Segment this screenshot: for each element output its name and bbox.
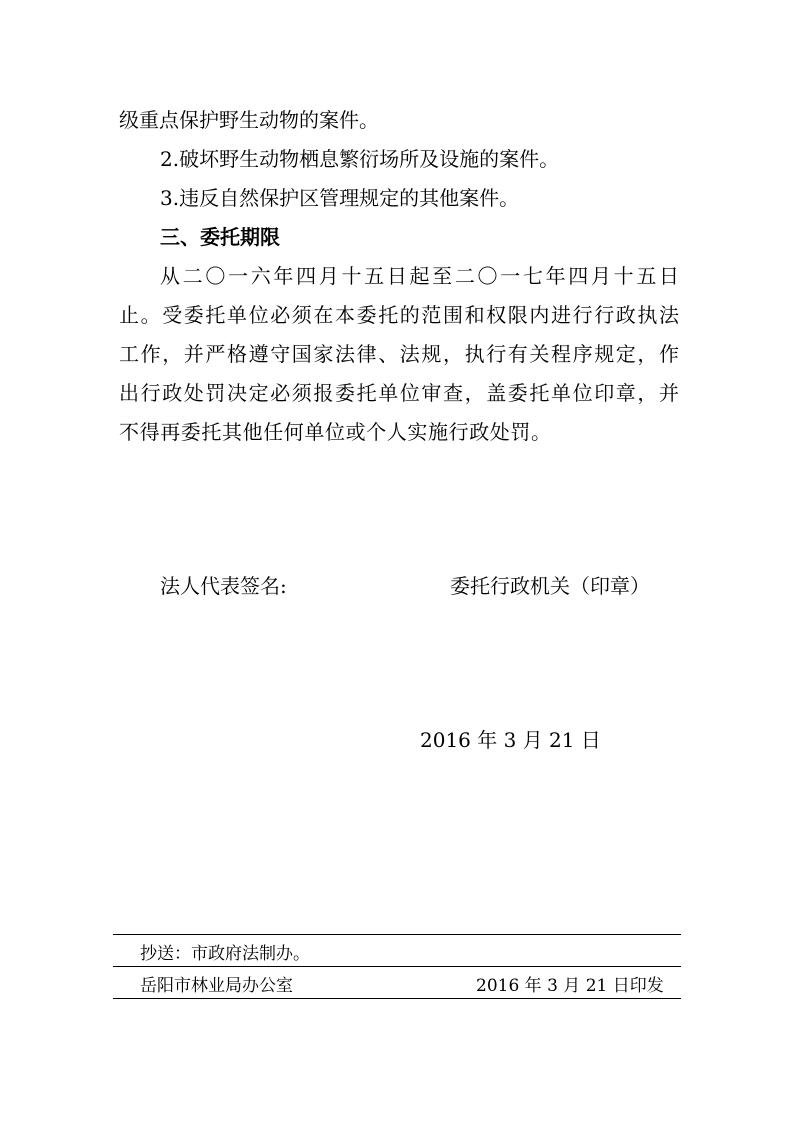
paragraph-line-3: 工作，并严格遵守国家法律、法规，执行有关程序规定，作 [119, 342, 679, 366]
list-item-3: 3.违反自然保护区管理规定的其他案件。 [160, 186, 520, 210]
legal-rep-signature-label: 法人代表签名: [160, 574, 287, 598]
paragraph-line-4: 出行政处罚决定必须报委托单位审查，盖委托单位印章，并 [119, 381, 679, 405]
agency-seal-label: 委托行政机关（印章） [450, 574, 650, 598]
issue-date: 2016 年 3 月 21 日印发 [476, 976, 664, 996]
paragraph-line-5: 不得再委托其他任何单位或个人实施行政处罚。 [119, 420, 552, 444]
footer-rule-bottom [113, 998, 681, 999]
cc-line: 抄送：市政府法制办。 [140, 944, 310, 964]
list-item-2: 2.破坏野生动物栖息繁衍场所及设施的案件。 [160, 147, 560, 171]
issuing-office: 岳阳市林业局办公室 [140, 976, 293, 996]
footer-rule-top [113, 934, 681, 935]
signature-date: 2016 年 3 月 21 日 [420, 728, 601, 752]
footer-rule-middle [113, 966, 681, 967]
section-heading-3: 三、委托期限 [160, 225, 280, 249]
paragraph-line-1: 从二〇一六年四月十五日起至二〇一七年四月十五日 [160, 264, 679, 288]
paragraph-line-2: 止。受委托单位必须在本委托的范围和权限内进行行政执法 [119, 303, 679, 327]
body-line-continued: 级重点保护野生动物的案件。 [119, 108, 379, 132]
